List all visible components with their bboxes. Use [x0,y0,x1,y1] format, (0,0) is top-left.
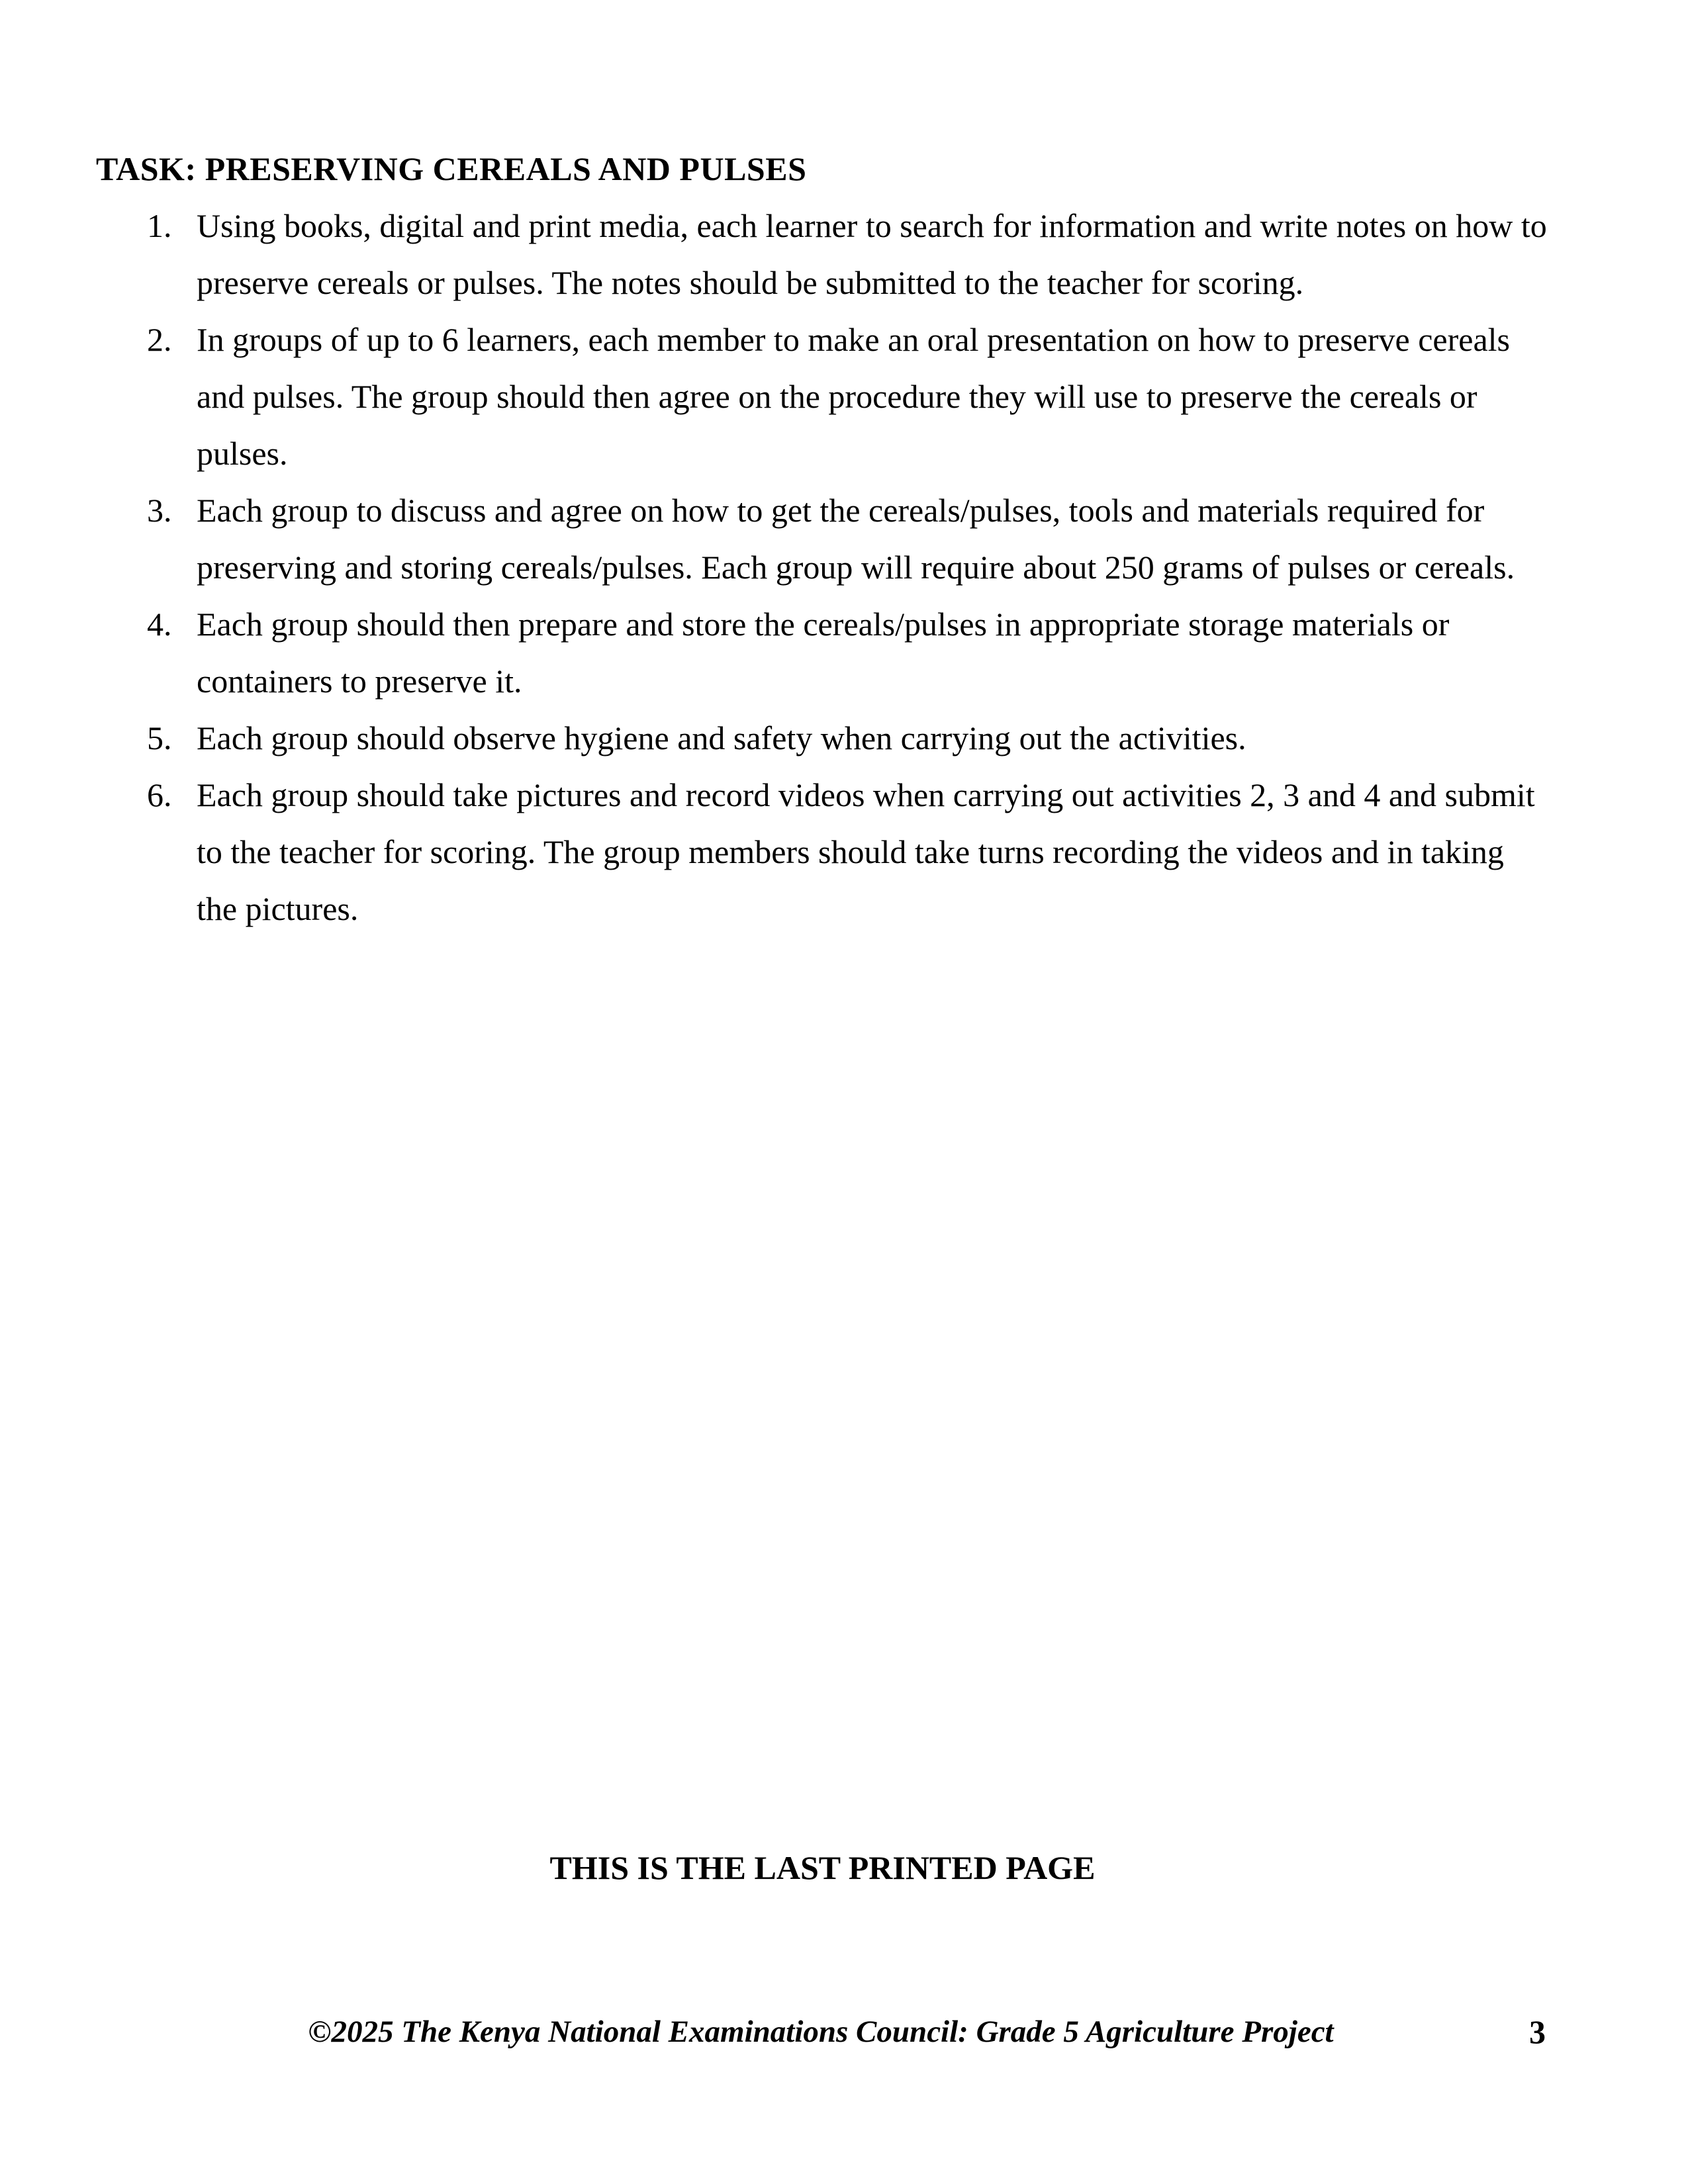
task-text: Each group should then prepare and store the cereals/pulses in appropriate storage materials or containers to preserve it. [197,606,1450,700]
task-content [96,140,1549,937]
task-item [96,197,1549,311]
task-list [96,197,1549,937]
task-item [96,596,1549,709]
task-number: 6. [147,776,172,813]
task-text: Each group should take pictures and record videos when carrying out activities 2, 3 and 4 and submit to the teacher for scoring. The group members should take turns recording the videos and in taking the pictures. [197,776,1535,927]
task-number: 1. [147,207,172,244]
task-number: 2. [147,321,172,358]
page-footer [96,2012,1546,2052]
task-number: 4. [147,606,172,643]
task-text: Each group should observe hygiene and safety when carrying out the activities. [197,719,1246,756]
task-text: Using books, digital and print media, each learner to search for information and write notes on how to preserve cereals or pulses. The notes should be submitted to the teacher for scoring. [197,207,1547,301]
task-number: 5. [147,719,172,756]
page-title: TASK: PRESERVING CEREALS AND PULSES [96,150,807,187]
task-text: In groups of up to 6 learners, each member to make an oral presentation on how to preserve cereals and pulses. The group should then agree on the procedure they will use to preserve the cereals or pulses. [197,321,1510,472]
footer-copyright: ©2025 The Kenya National Examinations Council: Grade 5 Agriculture Project [308,2015,1334,2049]
task-item [96,482,1549,596]
task-text: Each group to discuss and agree on how to get the cereals/pulses, tools and materials required for preserving and storing cereals/pulses. Each group will require about 250 grams of pulses or cereals. [197,492,1515,586]
task-item [96,311,1549,482]
last-printed-page-notice: THIS IS THE LAST PRINTED PAGE [549,1849,1096,1886]
task-number: 3. [147,492,172,529]
footer-page-number: 3 [1529,2013,1546,2050]
task-item [96,766,1549,937]
task-item [96,709,1549,766]
